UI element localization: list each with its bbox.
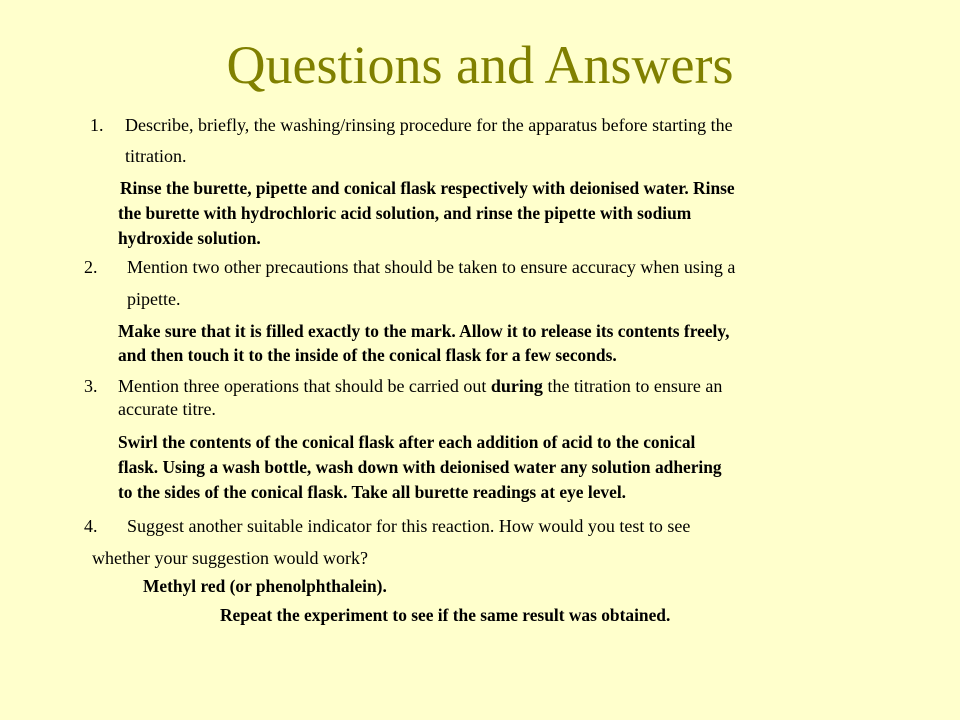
slide-title: Questions and Answers <box>226 35 734 95</box>
question-text-part: the titration to ensure an <box>542 376 723 396</box>
question-number: 2. <box>84 257 98 277</box>
question-number: 3. <box>84 376 98 396</box>
answer-text: Methyl red (or phenolphthalein). <box>143 576 387 596</box>
answer-text: Swirl the contents of the conical flask after each addition of acid to the conical <box>118 432 696 452</box>
answer-text: Make sure that it is filled exactly to the mark. Allow it to release its contents freely, <box>118 321 730 341</box>
answer-text: Rinse the burette, pipette and conical flask respectively with deionised water. Rinse <box>120 178 735 198</box>
answer-text: Repeat the experiment to see if the same result was obtained. <box>220 605 671 625</box>
question-text-part: Mention three operations that should be carried out <box>118 376 491 396</box>
question-text: Suggest another suitable indicator for this reaction. How would you test to see <box>127 516 691 536</box>
question-emphasis: during <box>490 376 543 396</box>
answer-text: to the sides of the conical flask. Take all burette readings at eye level. <box>118 482 627 502</box>
question-text <box>118 375 722 397</box>
question-text: titration. <box>125 146 187 166</box>
answer-text: flask. Using a wash bottle, wash down with deionised water any solution adhering <box>118 457 722 477</box>
answer-text: hydroxide solution. <box>118 228 261 248</box>
question-text: pipette. <box>127 289 181 309</box>
question-number: 4. <box>84 516 98 536</box>
question-text: Mention two other precautions that should be taken to ensure accuracy when using a <box>127 257 736 277</box>
question-text: whether your suggestion would work? <box>92 548 368 568</box>
answer-text: and then touch it to the inside of the conical flask for a few seconds. <box>118 345 617 365</box>
answer-text: the burette with hydrochloric acid solution, and rinse the pipette with sodium <box>118 203 692 223</box>
question-text: Describe, briefly, the washing/rinsing procedure for the apparatus before starting the <box>125 115 733 135</box>
question-number: 1. <box>90 115 104 135</box>
question-text: accurate titre. <box>118 399 216 419</box>
